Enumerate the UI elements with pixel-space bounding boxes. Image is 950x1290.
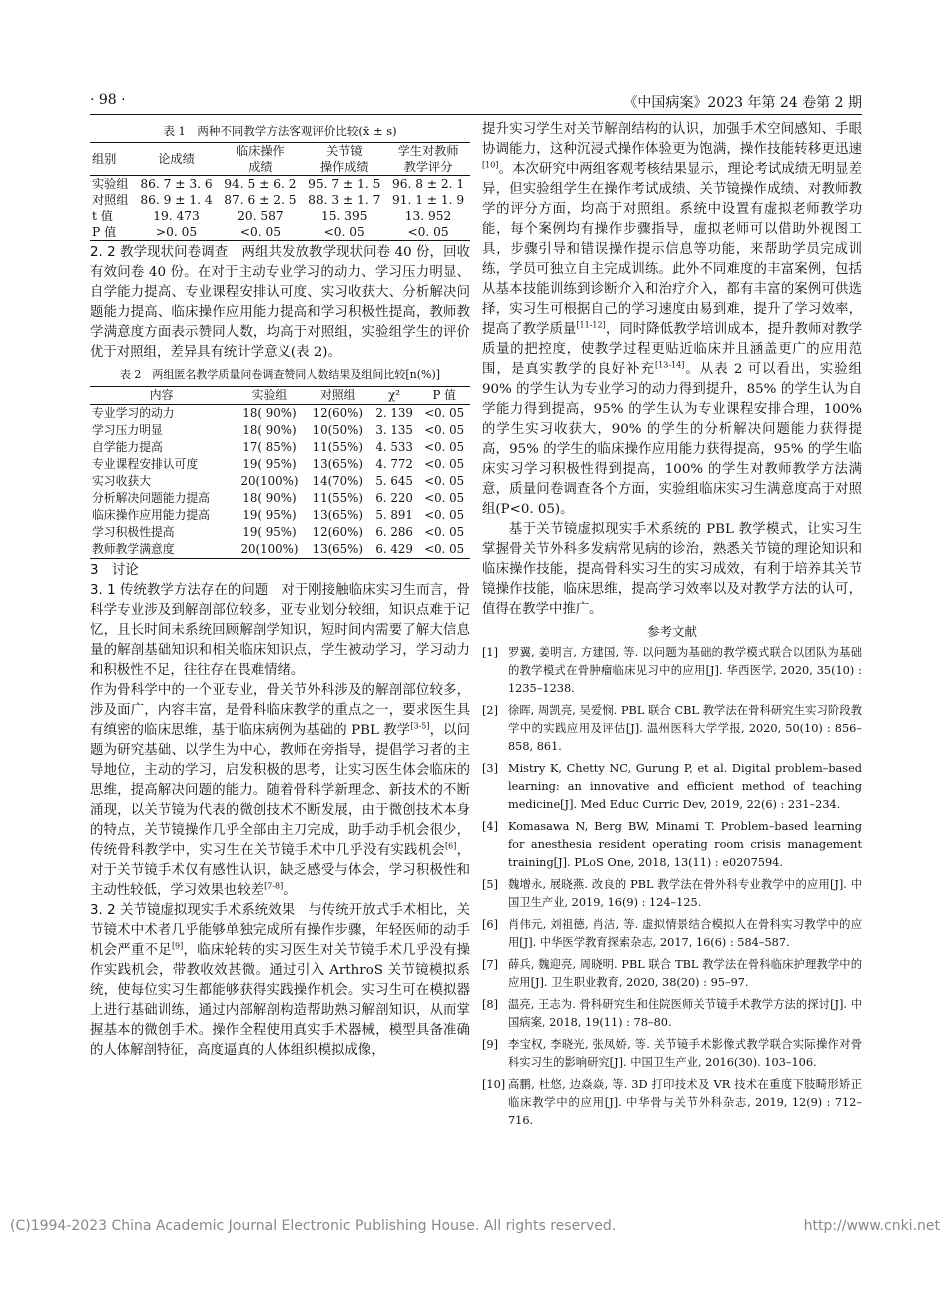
sec31-p2a: 作为骨科学中的一个亚专业，骨关节外科涉及的解剖部位较多，涉及面广，内容丰富，是骨科临床教学的重点之一，要求医生具有缜密的临床思维，基于临床病例为基础的 PBL 教学: [90, 683, 470, 738]
reference-text: 徐晖, 周凯亮, 吴爱悯. PBL 联合 CBL 教学法在骨科研究生实习阶段教学中的实践应用及评估[J]. 温州医科大学学报, 2020, 50(10) : 856–858, 861.: [508, 704, 862, 753]
reference-text: 罗翼, 姜明言, 方建国, 等. 以问题为基础的教学模式联合以团队为基础的教学模式在骨肿瘤临床见习中的应用[J]. 华西医学, 2020, 35(10) : 1235–1238.: [508, 646, 862, 695]
right-column: [482, 120, 862, 1134]
table2-cell: 实习收获大: [92, 474, 151, 488]
table1-cell: 95. 7 ± 1. 5: [308, 177, 381, 191]
table1-cell: <0. 05: [218, 224, 302, 241]
table2-cell: <0. 05: [424, 508, 465, 522]
table1-cell: 96. 8 ± 2. 1: [391, 177, 465, 191]
table2-cell: 11(55%): [312, 491, 363, 505]
references-title: 参考文献: [646, 624, 697, 639]
table1-row: [90, 192, 470, 208]
reference-list: [482, 644, 862, 1130]
reference-item: [482, 1036, 862, 1072]
sec22-text: 两组共发放教学现状问卷 40 份，回收有效问卷 40 份。在对于主动专业学习的动力、学习压力明显、自学能力提高、专业课程安排认可度、实习收获大、分析解决问题能力提高、临床操作应用能力提高和学习积极性提高，教师教学满意度方面表示赞同人数，均高于对照组，实验组学生的评价优于对照组，差异具有统计学意义(表 2)。: [90, 245, 470, 360]
reference-number: [6]: [482, 918, 499, 931]
table2-cell: 学习压力明显: [92, 423, 163, 437]
sec31-paragraph-2: [90, 681, 470, 901]
table2-row: [90, 490, 470, 507]
sec32-b: ，临床轮转的实习医生对关节镜手术几乎没有操作实践机会，带教收效甚微。通过引入 ArthroS 关节镜模拟系统，使每位实习生都能够获得实践操作机会。实习生可在模拟器上进行基础训练，通过内部解剖构造帮助熟习解剖知识，从而掌握基本的微创手术。操作全程使用真实手术器械，模型具备准确的人体解剖特征，高度逼真的人体组织模拟成像，: [90, 943, 471, 1058]
sec31-heading: 3. 1 传统教学方法存在的问题: [90, 583, 269, 598]
table1-cell: 实验组: [92, 177, 129, 191]
table2-cell: 临床操作应用能力提高: [92, 508, 210, 522]
citation: [13-14]: [655, 360, 685, 370]
table1-cell: 86. 9 ± 1. 4: [140, 193, 213, 207]
header-rule: [90, 114, 862, 115]
sec31-paragraph: [90, 581, 470, 681]
reference-text: 温亮, 王志为. 骨科研究生和住院医师关节镜手术教学方法的探讨[J]. 中国病案, 2018, 19(11) : 78–80.: [508, 998, 862, 1029]
right-paragraph-2: 基于关节镜虚拟现实手术系统的 PBL 教学模式，让实习生掌握骨关节外科多发病常见病的诊治，熟悉关节镜的理论知识和临床操作技能，提高骨科实习生的实习成效，有利于培养其关节镜操作技能，临床思维，提高学习效率以及对教学方法的认可，值得在教学中推广。: [482, 522, 862, 617]
reference-text: Komasawa N, Berg BW, Minami T. Problem–based learning for anesthesia resident operating room crisis management training[J]. PLoS One, 2018, 13(11) : e0207594.: [508, 820, 862, 869]
table2-cell: 4. 772: [375, 457, 413, 471]
table2-col-header: 内容: [90, 387, 233, 405]
sec32-a: 与传统开放式手术相比，关节镜术中术者几乎能够单独完成所有操作步骤，年轻医师的动手机会严重不足: [90, 903, 471, 958]
table1-cell: 94. 5 ± 6. 2: [224, 177, 297, 191]
table2-col-header: P 值: [418, 387, 470, 405]
table2-cell: 19( 95%): [242, 525, 297, 539]
table2-cell: <0. 05: [424, 491, 465, 505]
table2-cell: 分析解决问题能力提高: [92, 491, 210, 505]
table2: [90, 386, 470, 559]
reference-number: [9]: [482, 1038, 499, 1051]
table2-cell: 5. 891: [375, 508, 413, 522]
right-paragraph-1: [482, 120, 862, 520]
right-p1d: 。从表 2 可以看出，实验组 90% 的学生认为专业学习的动力得到提升，85% 的学生认为自学能力得到提高，95% 的学生认为专业课程安排合理，100% 的学生实习收获大，90% 的学生的分析解决问题能力获得提高，95% 的学生的临床操作应用能力获得提高，95% 的学生临床实习学习积极性得到提高，100% 的学生对教师教学方法满意，质量问卷调查各个方面，实验组临床实习生满意度高于对照组(P<0. 05)。: [482, 362, 862, 517]
table1-cell: 20. 587: [237, 209, 284, 223]
table1-row: [90, 224, 470, 241]
table2-row: [90, 456, 470, 473]
table2-cell: 17( 85%): [242, 440, 297, 454]
reference-number: [10]: [482, 1078, 506, 1091]
reference-text: 肖伟元, 刘祖德, 肖洁, 等. 虚拟情景结合模拟人在骨科实习教学中的应用[J]. 中华医学教育探索杂志, 2017, 16(6) : 584–587.: [508, 918, 862, 949]
page-number: · 98 ·: [90, 92, 126, 108]
table1-col-header: 关节镜 操作成绩: [302, 143, 386, 176]
table1-col-header: 组别: [90, 143, 135, 176]
reference-text: Mistry K, Chetty NC, Gurung P, et al. Digital problem–based learning: an innovative and efficient method of teaching medicine[J]. Med Educ Curric Dev, 2019, 22(6) : 231–234.: [508, 762, 862, 811]
table2-cell: 13(65%): [312, 457, 363, 471]
table2-row: [90, 473, 470, 490]
table2-row: [90, 524, 470, 541]
reference-text: 李宝权, 李晓光, 张凤娇, 等. 关节镜手术影像式教学联合实际操作对骨科实习生的影响研究[J]. 中国卫生产业, 2016(30). 103–106.: [508, 1038, 862, 1069]
sec3-heading: 3 讨论: [90, 563, 139, 578]
table2-caption: 表 2 两组匿名教学质量问卷调查赞同人数结果及组间比较[n(%)]: [119, 368, 441, 381]
table2-cell: 专业课程安排认可度: [92, 457, 199, 471]
table1-cell: P 值: [90, 224, 135, 241]
table2-cell: 18( 90%): [242, 423, 297, 437]
table1-cell: 对照组: [92, 193, 129, 207]
table2-cell: 20(100%): [233, 541, 306, 559]
reference-item: [482, 916, 862, 952]
table2-header: [90, 387, 470, 405]
journal-header: 《中国病案》2023 年第 24 卷第 2 期: [623, 95, 862, 111]
table2-col-header: χ²: [370, 387, 419, 405]
table1-body: [90, 176, 470, 241]
table2-cell: 18( 90%): [242, 406, 297, 420]
reference-item: [482, 818, 862, 872]
table1-cell: 19. 473: [153, 209, 200, 223]
sec31-p2c: ，对于关节镜手术仅有感性认识，缺乏感受与体会，学习积极性和主动性较低，学习效果也较差: [90, 843, 471, 898]
reference-number: [1]: [482, 646, 499, 659]
table1-cell: 15. 395: [320, 209, 368, 223]
right-p1a: 提升实习学生对关节解剖结构的认识，加强手术空间感知、手眼协调能力，这种沉浸式操作体验更为饱满，操作技能转移更迅速: [482, 122, 862, 157]
citation: [9]: [171, 941, 184, 951]
table1-cell: 86. 7 ± 3. 6: [140, 177, 213, 191]
table2-cell: 5. 645: [375, 474, 413, 488]
sec31-p2d: 。: [283, 883, 297, 898]
table1-cell: 88. 3 ± 1. 7: [308, 193, 381, 207]
table1-cell: t 值: [92, 209, 113, 223]
table1-row: [90, 208, 470, 224]
table2-cell: 18( 90%): [242, 491, 297, 505]
reference-number: [8]: [482, 998, 499, 1011]
table1-cell: <0. 05: [302, 224, 386, 241]
table2-cell: 12(60%): [312, 406, 363, 420]
right-p1b: 。本次研究中两组客观考核结果显示，理论考试成绩无明显差异，但实验组学生在操作考试成绩、关节镜操作成绩、对教师教学的评分方面，均高于对照组。系统中设置有虚拟老师教学功能，每个案例均有操作步骤指导，虚拟老师可以借助外视图工具，步骤引导和错误操作提示信息等功能，来帮助学员完成训练，学员可独立自主完成训练。此外不同难度的丰富案例，包括从基本技能训练到诊断介入和治疗介入，都有丰富的案例可供选择，实习生可根据自己的学习速度由易到难，提升了学习效率，提高了教学质量: [482, 162, 862, 337]
sec31-p2b: ，以问题为研究基础、以学生为中心，教师在旁指导，提倡学习者的主导地位，主动的学习，启发积极的思考，让实习医生体会临床的思维，提高解决问题的能力。随着骨科学新理念、新技术的不断涌现，以关节镜为代表的微创技术不断发展，由于微创技术本身的特点，关节镜操作几乎全部由主刀完成，助手动手机会很少，传统骨科教学中，实习生在关节镜手术中几乎没有实践机会: [90, 723, 470, 858]
reference-number: [7]: [482, 958, 499, 971]
table1-header: [90, 143, 470, 176]
table2-cell: <0. 05: [418, 541, 470, 559]
sec31-p1: 对于刚接触临床实习生而言，骨科学专业涉及到解剖部位较多，亚专业划分较细，知识点难于记忆，且长时间未系统回顾解剖学知识，短时间内需要了解大信息量的解剖基础知识和相关临床知识点，学生被动学习，学习动力和积极性不足，往往存在畏难情绪。: [90, 583, 470, 678]
citation: [6]: [445, 841, 457, 851]
table1-cell: <0. 05: [386, 224, 470, 241]
sec32-heading: 3. 2 关节镜虚拟现实手术系统效果: [90, 903, 296, 918]
table2-cell: <0. 05: [424, 525, 465, 539]
table2-cell: 14(70%): [312, 474, 363, 488]
reference-number: [5]: [482, 878, 499, 891]
table2-cell: 6. 286: [375, 525, 413, 539]
table1-caption: 表 1 两种不同教学方法客观评价比较(x̄ ± s): [163, 124, 397, 138]
reference-number: [4]: [482, 820, 499, 833]
table2-cell: 专业学习的动力: [92, 406, 175, 420]
table2-cell: 2. 139: [375, 406, 413, 420]
table1-cell: >0. 05: [135, 224, 219, 241]
table2-cell: 13(65%): [306, 541, 370, 559]
reference-item: [482, 996, 862, 1032]
reference-item: [482, 644, 862, 698]
table2-col-header: 实验组: [233, 387, 306, 405]
table1-row: [90, 176, 470, 193]
reference-number: [3]: [482, 762, 499, 775]
copyright-footer: [10, 1218, 940, 1234]
table2-row: [90, 541, 470, 559]
reference-number: [2]: [482, 704, 499, 717]
sec22-paragraph: [90, 243, 470, 363]
reference-text: 薛兵, 魏迎亮, 周晓明. PBL 联合 TBL 教学法在骨科临床护理教学中的应用[J]. 卫生职业教育, 2020, 38(20) : 95–97.: [508, 958, 862, 989]
table2-cell: 12(60%): [312, 525, 363, 539]
table2-cell: 自学能力提高: [92, 440, 163, 454]
table1-col-header: 临床操作 成绩: [218, 143, 302, 176]
table2-cell: 6. 429: [370, 541, 419, 559]
reference-item: [482, 956, 862, 992]
table1-col-header: 论成绩: [135, 143, 219, 176]
table2-cell: 20(100%): [240, 474, 299, 488]
table2-cell: 19( 95%): [242, 508, 297, 522]
footer-copyright: (C)1994-2023 China Academic Journal Electronic Publishing House. All rights reserved.: [10, 1218, 617, 1234]
citation: [7-8]: [264, 881, 284, 891]
reference-text: 魏增永, 展晓燕. 改良的 PBL 教学法在骨外科专业教学中的应用[J]. 中国卫生产业, 2019, 16(9) : 124–125.: [508, 878, 862, 909]
table1-cell: 13. 952: [404, 209, 452, 223]
table1-cell: 91. 1 ± 1. 9: [391, 193, 465, 207]
table2-row: [90, 439, 470, 456]
right-p1c: ，同时降低教学培训成本，提升教师对教学质量的把控度，使教学过程更贴近临床并且涵盖更广的应用范围，是真实教学的良好补充: [482, 322, 863, 377]
table2-row: [90, 422, 470, 439]
reference-item: [482, 876, 862, 912]
table2-cell: 教师教学满意度: [90, 541, 233, 559]
reference-item: [482, 702, 862, 756]
table2-col-header: 对照组: [306, 387, 370, 405]
table2-cell: <0. 05: [424, 423, 465, 437]
table1: [90, 142, 470, 241]
table2-cell: 4. 533: [375, 440, 413, 454]
left-column: [90, 120, 470, 1061]
table2-cell: 19( 95%): [242, 457, 297, 471]
table2-cell: 10(50%): [312, 423, 363, 437]
citation: [10]: [482, 160, 499, 170]
sec22-heading: 2. 2 教学现状问卷调查: [90, 245, 229, 260]
table2-row: [90, 507, 470, 524]
table2-row: [90, 405, 470, 423]
table2-cell: 6. 220: [375, 491, 413, 505]
table2-cell: 13(65%): [312, 508, 363, 522]
table1-cell: 87. 6 ± 2. 5: [224, 193, 297, 207]
table2-cell: 学习积极性提高: [92, 525, 175, 539]
table2-cell: 11(55%): [312, 440, 363, 454]
sec32-paragraph: [90, 901, 470, 1061]
reference-item: [482, 1076, 862, 1130]
footer-url: http://www.cnki.net: [803, 1218, 940, 1234]
table1-col-header: 学生对教师 教学评分: [386, 143, 470, 176]
table2-cell: <0. 05: [424, 474, 465, 488]
citation: [3-5]: [410, 721, 430, 731]
reference-item: [482, 760, 862, 814]
table2-cell: <0. 05: [424, 406, 465, 420]
table2-cell: <0. 05: [424, 440, 465, 454]
reference-text: 高鹏, 杜悠, 边焱焱, 等. 3D 打印技术及 VR 技术在重度下肢畸形矫正临床教学中的应用[J]. 中华骨与关节外科杂志, 2019, 12(9) : 712–716.: [508, 1078, 862, 1127]
table2-body: [90, 405, 470, 559]
table2-cell: 3. 135: [375, 423, 413, 437]
citation: [11-12]: [576, 320, 606, 330]
table2-cell: <0. 05: [424, 457, 465, 471]
